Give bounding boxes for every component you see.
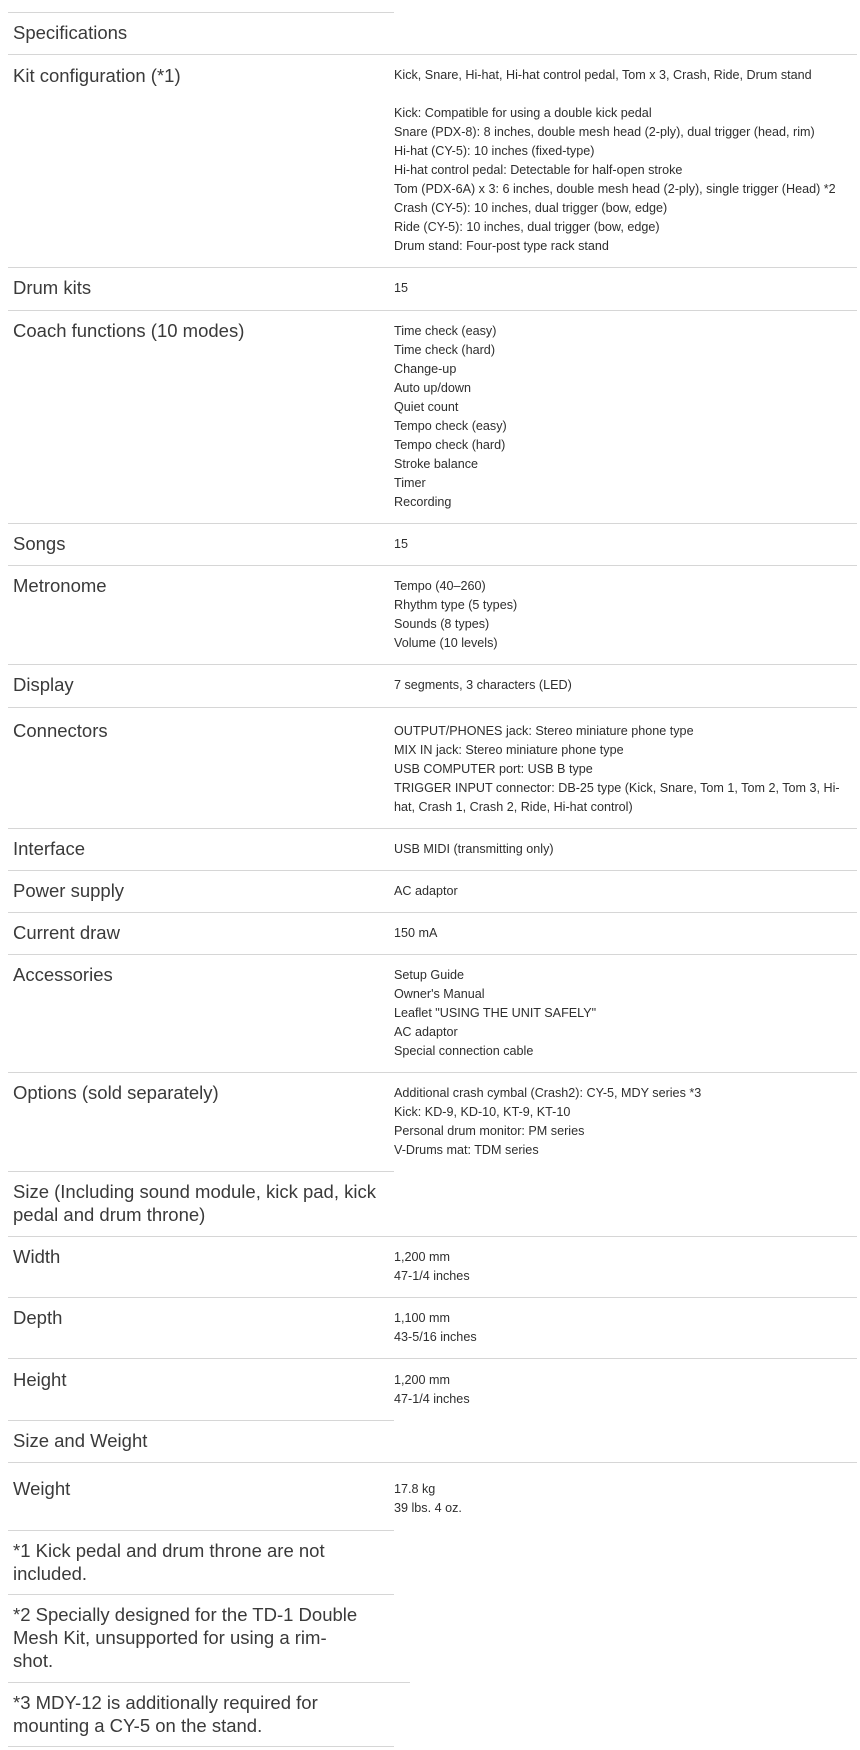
- spec-value-options: [394, 1084, 850, 1160]
- spec-line: Rhythm type (5 types): [394, 598, 518, 612]
- spec-line: Additional crash cymbal (Crash2): CY-5, MDY series *3: [394, 1086, 702, 1100]
- spec-line: Hi-hat (CY-5): 10 inches (fixed-type): [394, 144, 595, 158]
- spec-line: Drum stand: Four-post type rack stand: [394, 239, 609, 253]
- spec-value-metronome: [394, 577, 850, 653]
- divider: [8, 12, 394, 13]
- spec-value-width: [394, 1248, 850, 1286]
- spec-line: Personal drum monitor: PM series: [394, 1124, 585, 1138]
- spec-line: 1,200 mm: [394, 1250, 450, 1264]
- spec-value-connectors: [394, 722, 850, 817]
- spec-line: AC adaptor: [394, 1025, 458, 1039]
- spec-line: 15: [394, 281, 409, 295]
- spec-line: Time check (hard): [394, 343, 496, 357]
- spec-line: 150 mA: [394, 926, 438, 940]
- spec-label-accessories: Accessories: [13, 964, 113, 985]
- spec-line: 1,200 mm: [394, 1373, 450, 1387]
- spec-label-width: Width: [13, 1246, 61, 1267]
- spec-line: 39 lbs. 4 oz.: [394, 1501, 462, 1515]
- spec-line: Kick, Snare, Hi-hat, Hi-hat control pedal, Tom x 3, Crash, Ride, Drum stand: [394, 68, 812, 82]
- divider: [8, 1358, 857, 1359]
- divider: [8, 664, 857, 665]
- spec-line: Kick: KD-9, KD-10, KT-9, KT-10: [394, 1105, 571, 1119]
- spec-value-coach-functions: [394, 322, 850, 512]
- spec-line: Auto up/down: [394, 381, 472, 395]
- spec-line: Tom (PDX-6A) x 3: 6 inches, double mesh head (2-ply), single trigger (Head) *2: [394, 182, 836, 196]
- spec-value-interface: [394, 840, 850, 859]
- spec-line: Time check (easy): [394, 324, 497, 338]
- spec-label-options: Options (sold separately): [13, 1082, 219, 1103]
- divider: [8, 565, 857, 566]
- spec-label-metronome: Metronome: [13, 575, 107, 596]
- spec-label-weight: Weight: [13, 1478, 71, 1499]
- spec-label-current-draw: Current draw: [13, 922, 120, 943]
- divider: [8, 1420, 394, 1421]
- spec-label-kit-configuration: Kit configuration (*1): [13, 65, 181, 86]
- spec-line: 15: [394, 537, 409, 551]
- spec-line: USB COMPUTER port: USB B type: [394, 762, 593, 776]
- spec-value-power-supply: [394, 882, 850, 901]
- spec-value-kit-configuration: [394, 66, 850, 256]
- spec-value-display: [394, 676, 850, 695]
- spec-line: Change-up: [394, 362, 457, 376]
- spec-line: OUTPUT/PHONES jack: Stereo miniature phone type: [394, 724, 694, 738]
- spec-line: Stroke balance: [394, 457, 479, 471]
- footnote-1: *1 Kick pedal and drum throne are not included.: [13, 1540, 325, 1584]
- spec-label-interface: Interface: [13, 838, 85, 859]
- divider: [8, 267, 857, 268]
- divider: [8, 310, 857, 311]
- spec-line: Timer: [394, 476, 426, 490]
- divider: [8, 523, 857, 524]
- spec-line: Owner's Manual: [394, 987, 485, 1001]
- divider: [8, 1746, 394, 1747]
- divider: [8, 1072, 857, 1073]
- spec-label-power-supply: Power supply: [13, 880, 125, 901]
- spec-line: Tempo (40–260): [394, 579, 486, 593]
- spec-line: Special connection cable: [394, 1044, 534, 1058]
- spec-label-depth: Depth: [13, 1307, 63, 1328]
- spec-line: Kick: Compatible for using a double kick pedal: [394, 106, 652, 120]
- spec-line: Ride (CY-5): 10 inches, dual trigger (bow, edge): [394, 220, 660, 234]
- divider: [8, 954, 857, 955]
- spec-line: V-Drums mat: TDM series: [394, 1143, 539, 1157]
- spec-line: Quiet count: [394, 400, 459, 414]
- spec-line: Crash (CY-5): 10 inches, dual trigger (bow, edge): [394, 201, 668, 215]
- size-section-title: Size (Including sound module, kick pad, kick pedal and drum throne): [13, 1181, 376, 1225]
- spec-value-depth: [394, 1309, 850, 1347]
- spec-value-current-draw: [394, 924, 850, 943]
- spec-line: 17.8 kg: [394, 1482, 436, 1496]
- spec-line: 43-5/16 inches: [394, 1330, 477, 1344]
- spec-line: AC adaptor: [394, 884, 458, 898]
- spec-value-drum-kits: [394, 279, 850, 298]
- divider: [8, 707, 857, 708]
- divider: [8, 828, 857, 829]
- spec-label-songs: Songs: [13, 533, 66, 554]
- spec-line: TRIGGER INPUT connector: DB-25 type (Kick, Snare, Tom 1, Tom 2, Tom 3, Hi-hat, Crash 1, Crash 2, Ride, Hi-hat control): [394, 781, 840, 814]
- divider: [8, 1462, 857, 1463]
- footnote-3: *3 MDY-12 is additionally required for mounting a CY-5 on the stand.: [13, 1692, 318, 1736]
- weight-section-title: Size and Weight: [13, 1430, 148, 1451]
- spec-line: Leaflet "USING THE UNIT SAFELY": [394, 1006, 597, 1020]
- spec-value-accessories: [394, 966, 850, 1061]
- spec-line: MIX IN jack: Stereo miniature phone type: [394, 743, 624, 757]
- spec-line: 47-1/4 inches: [394, 1392, 470, 1406]
- spec-line: Setup Guide: [394, 968, 465, 982]
- divider: [8, 912, 857, 913]
- spec-line: Tempo check (hard): [394, 438, 506, 452]
- divider: [8, 1682, 410, 1683]
- spec-value-height: [394, 1371, 850, 1409]
- spec-label-height: Height: [13, 1369, 67, 1390]
- divider: [8, 1594, 394, 1595]
- spec-line: 47-1/4 inches: [394, 1269, 470, 1283]
- divider: [8, 870, 857, 871]
- divider: [8, 54, 857, 55]
- spec-line: 7 segments, 3 characters (LED): [394, 678, 572, 692]
- spec-line: 1,100 mm: [394, 1311, 450, 1325]
- spec-line: Sounds (8 types): [394, 617, 490, 631]
- spec-value-songs: [394, 535, 850, 554]
- spec-value-weight: [394, 1480, 850, 1518]
- section-title: Specifications: [13, 22, 128, 43]
- divider: [8, 1297, 857, 1298]
- spec-label-connectors: Connectors: [13, 720, 108, 741]
- spec-line: Volume (10 levels): [394, 636, 498, 650]
- footnote-2: *2 Specially designed for the TD-1 Double Mesh Kit, unsupported for using a rim-shot.: [13, 1604, 358, 1671]
- divider: [8, 1530, 394, 1531]
- spec-line: USB MIDI (transmitting only): [394, 842, 554, 856]
- divider: [8, 1236, 857, 1237]
- spec-line: Snare (PDX-8): 8 inches, double mesh head (2-ply), dual trigger (head, rim): [394, 125, 815, 139]
- spec-line: Tempo check (easy): [394, 419, 507, 433]
- spec-line: Hi-hat control pedal: Detectable for half-open stroke: [394, 163, 683, 177]
- spec-line: Recording: [394, 495, 452, 509]
- divider: [8, 1171, 394, 1172]
- spec-label-drum-kits: Drum kits: [13, 277, 92, 298]
- spec-label-display: Display: [13, 674, 74, 695]
- spec-label-coach-functions: Coach functions (10 modes): [13, 320, 245, 341]
